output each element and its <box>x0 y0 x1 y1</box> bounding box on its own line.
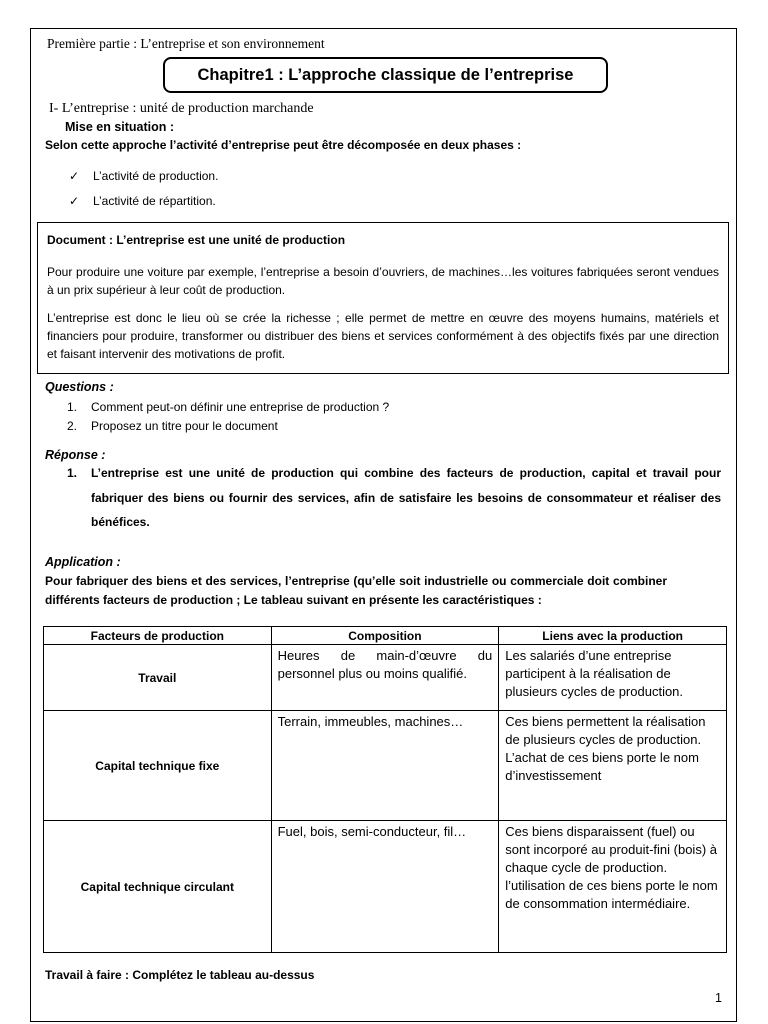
situation-title: Mise en situation : <box>65 120 175 134</box>
table-row <box>44 821 727 953</box>
application-text: Pour fabriquer des biens et des services, l’entreprise (qu’elle soit industrielle ou commerciale doit combiner différents facteurs de production ; Le tableau suivant en présente les caractéristiques : <box>45 574 667 607</box>
table-row <box>44 711 727 821</box>
link-cell: Ces biens permettent la réalisation de plusieurs cycles de production. L’achat de ces biens porte le nom d’investissement <box>499 711 727 821</box>
document-paragraph: Pour produire une voiture par exemple, l’entreprise a besoin d’ouvriers, de machines…les voitures fabriquées seront vendues à un prix supérieur à leur coût de production. <box>47 265 719 297</box>
questions-title: Questions : <box>45 380 114 394</box>
page-number: 1 <box>715 991 722 1005</box>
table-row <box>44 645 727 711</box>
factors-table <box>43 626 727 953</box>
checkmark-icon: ✓ <box>69 169 80 183</box>
table-header-cell: Liens avec la production <box>499 627 727 645</box>
table-header-cell: Facteurs de production <box>44 627 272 645</box>
table-header-row <box>44 627 727 645</box>
response-answer: 1. L’entreprise est une unité de production qui combine des facteurs de production, capital et travail pour fabriquer des biens ou fournir des services, afin de satisfaire les besoins de consommateur et réaliser des bénéfices. <box>67 466 721 529</box>
document-page <box>30 28 737 1022</box>
task-instruction: Travail à faire : Complétez le tableau au-dessus <box>45 968 315 982</box>
composition-cell: Heures de main-d’œuvre du personnel plus ou moins qualifié. <box>271 645 499 711</box>
part-title: Première partie : L’entreprise et son environnement <box>47 36 325 51</box>
factor-cell: Travail <box>44 645 272 711</box>
application-title: Application : <box>45 555 121 569</box>
checklist-item <box>69 169 218 183</box>
document-title: Document : L’entreprise est une unité de production <box>47 233 346 247</box>
checklist-item-text: L’activité de production. <box>93 169 219 183</box>
composition-cell: Fuel, bois, semi-conducteur, fil… <box>271 821 499 953</box>
document-box <box>37 222 729 374</box>
document-paragraph: L’entreprise est donc le lieu où se crée la richesse ; elle permet de mettre en œuvre des moyens humains, matériels et financiers pour produire, transformer ou distribuer des biens et services conformément à des objectifs fixés par une direction et faisant intervenir des motivations de profit. <box>47 311 719 361</box>
chapter-title: Chapitre1 : L’approche classique de l’entreprise <box>163 57 608 93</box>
section-title: I- L’entreprise : unité de production marchande <box>49 101 314 116</box>
factor-cell: Capital technique fixe <box>44 711 272 821</box>
link-cell: Ces biens disparaissent (fuel) ou sont incorporé au produit-fini (bois) à chaque cycle de production. l’utilisation de ces biens porte le nom de consommation intermédiaire. <box>499 821 727 953</box>
checkmark-icon: ✓ <box>69 194 80 208</box>
factor-cell: Capital technique circulant <box>44 821 272 953</box>
checklist-item <box>69 194 216 208</box>
questions-list <box>67 397 389 435</box>
table-header-cell: Composition <box>271 627 499 645</box>
link-cell: Les salariés d’une entreprise participent à la réalisation de plusieurs cycles de production. <box>499 645 727 711</box>
checklist-item-text: L’activité de répartition. <box>93 194 216 208</box>
question-item: 2. Proposez un titre pour le document <box>67 418 278 433</box>
situation-intro: Selon cette approche l’activité d’entreprise peut être décomposée en deux phases : <box>45 138 522 152</box>
question-item: 1. Comment peut-on définir une entreprise de production ? <box>67 399 390 414</box>
response-title: Réponse : <box>45 448 106 462</box>
composition-cell: Terrain, immeubles, machines… <box>271 711 499 821</box>
